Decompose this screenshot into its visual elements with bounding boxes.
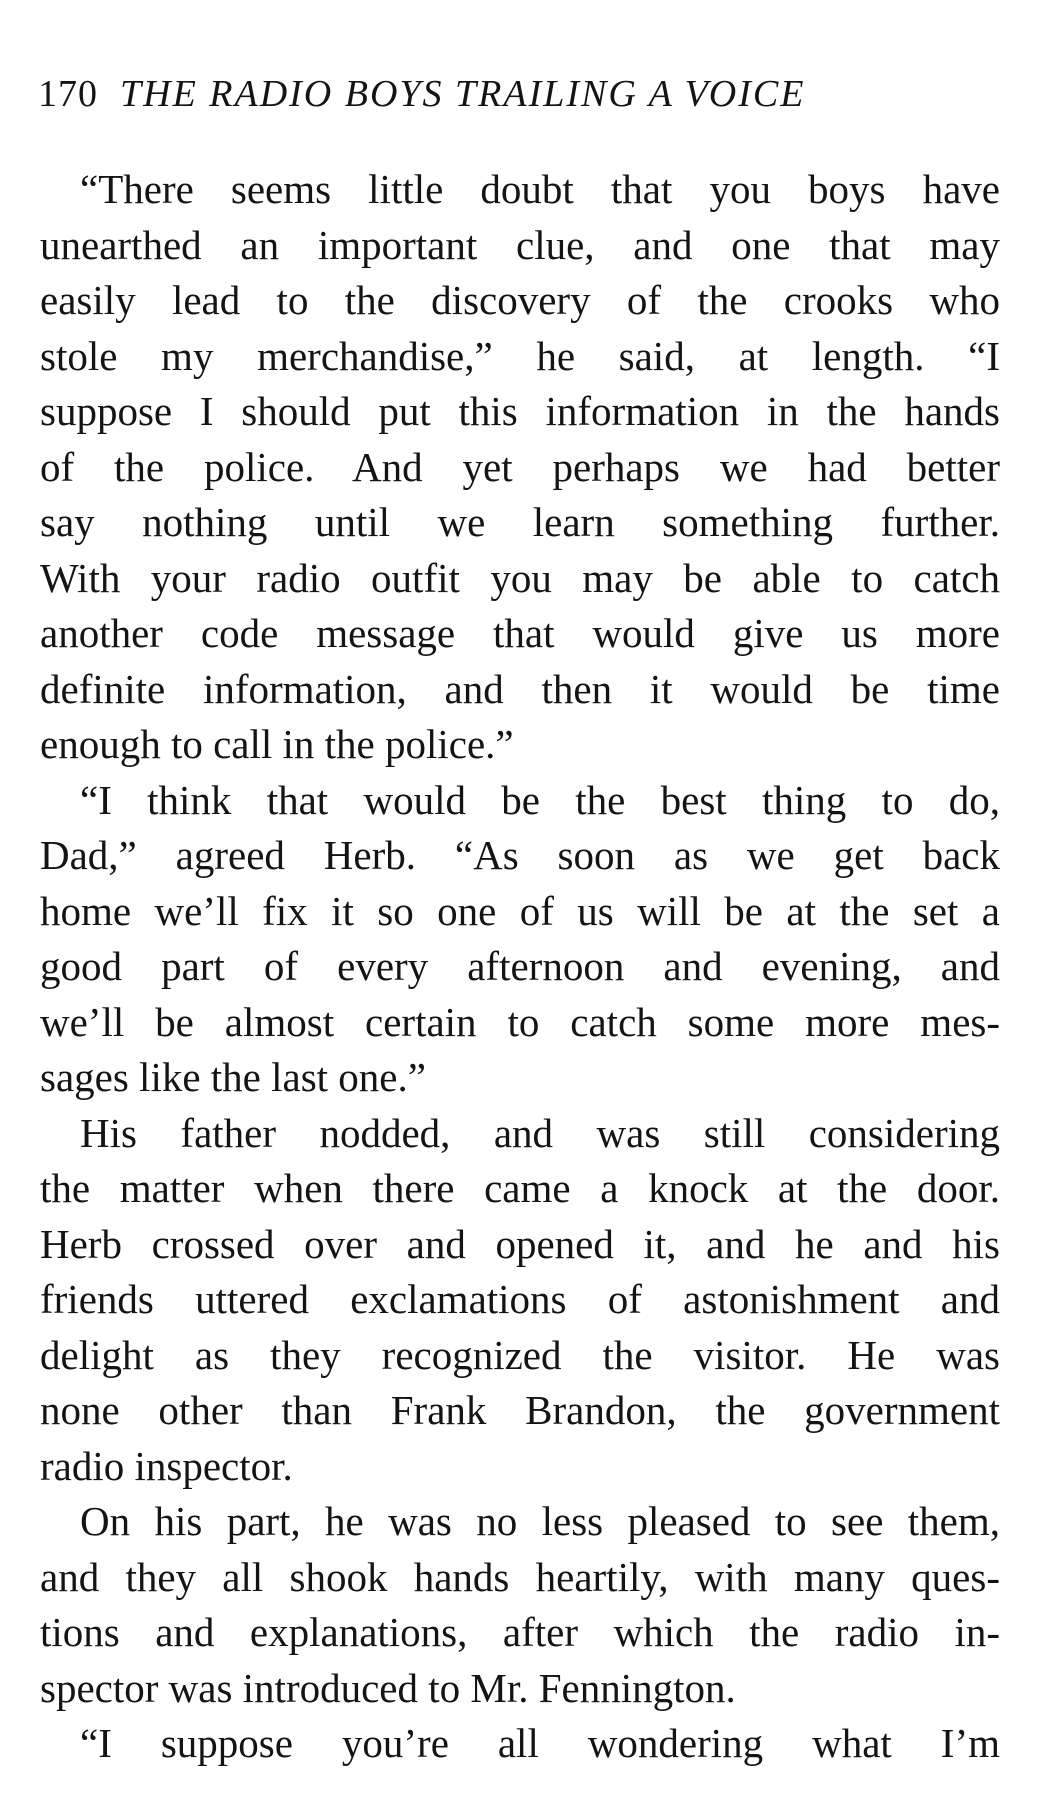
text-line: the matter when there came a knock at the door.: [40, 1165, 1000, 1211]
text-line: definite information, and then it would be time: [40, 665, 1000, 712]
text-line: spector was introduced to Mr. Fennington.: [40, 1664, 736, 1711]
text-line: Herb crossed over and opened it, and he and his: [40, 1220, 1000, 1267]
text-line: of the police. And yet perhaps we had better: [40, 443, 1000, 490]
text-line: radio inspector.: [40, 1442, 293, 1489]
text-line: stole my merchandise,” he said, at length. “I: [40, 332, 1000, 379]
text-line: Dad,” agreed Herb. “As soon as we get back: [40, 832, 1000, 878]
text-line: unearthed an important clue, and one that may: [40, 221, 1000, 268]
text-line: none other than Frank Brandon, the government: [40, 1387, 1000, 1433]
page-number: 170: [38, 73, 98, 115]
text-line: good part of every afternoon and evening, and: [40, 943, 1000, 989]
text-line: and they all shook hands heartily, with many ques-: [40, 1553, 1000, 1600]
text-line: home we’ll fix it so one of us will be at the set a: [40, 887, 1000, 934]
text-line: enough to call in the police.”: [40, 721, 514, 767]
text-line: delight as they recognized the visitor. He was: [40, 1331, 1000, 1378]
text-line: tions and explanations, after which the radio in-: [40, 1609, 1000, 1655]
text-line: “I suppose you’re all wondering what I’m: [80, 1720, 1000, 1766]
running-title: THE RADIO BOYS TRAILING A VOICE: [120, 73, 806, 115]
text-line: suppose I should put this information in the hands: [40, 388, 1000, 434]
text-line: easily lead to the discovery of the crooks who: [40, 277, 1000, 323]
body-text: [40, 162, 1000, 1772]
text-line: “There seems little doubt that you boys have: [80, 166, 1000, 212]
text-line: His father nodded, and was still considering: [80, 1109, 1000, 1156]
text-line: we’ll be almost certain to catch some more mes-: [40, 998, 1000, 1045]
text-line: sages like the last one.”: [40, 1054, 426, 1100]
text-line: say nothing until we learn something further.: [40, 499, 1000, 545]
text-line: “I think that would be the best thing to do,: [80, 776, 1000, 823]
text-line: With your radio outfit you may be able to catch: [40, 554, 1000, 601]
text-line: another code message that would give us more: [40, 610, 1000, 656]
running-header: [38, 70, 998, 118]
text-line: On his part, he was no less pleased to see them,: [80, 1498, 1000, 1544]
text-line: friends uttered exclamations of astonishment and: [40, 1276, 1000, 1322]
